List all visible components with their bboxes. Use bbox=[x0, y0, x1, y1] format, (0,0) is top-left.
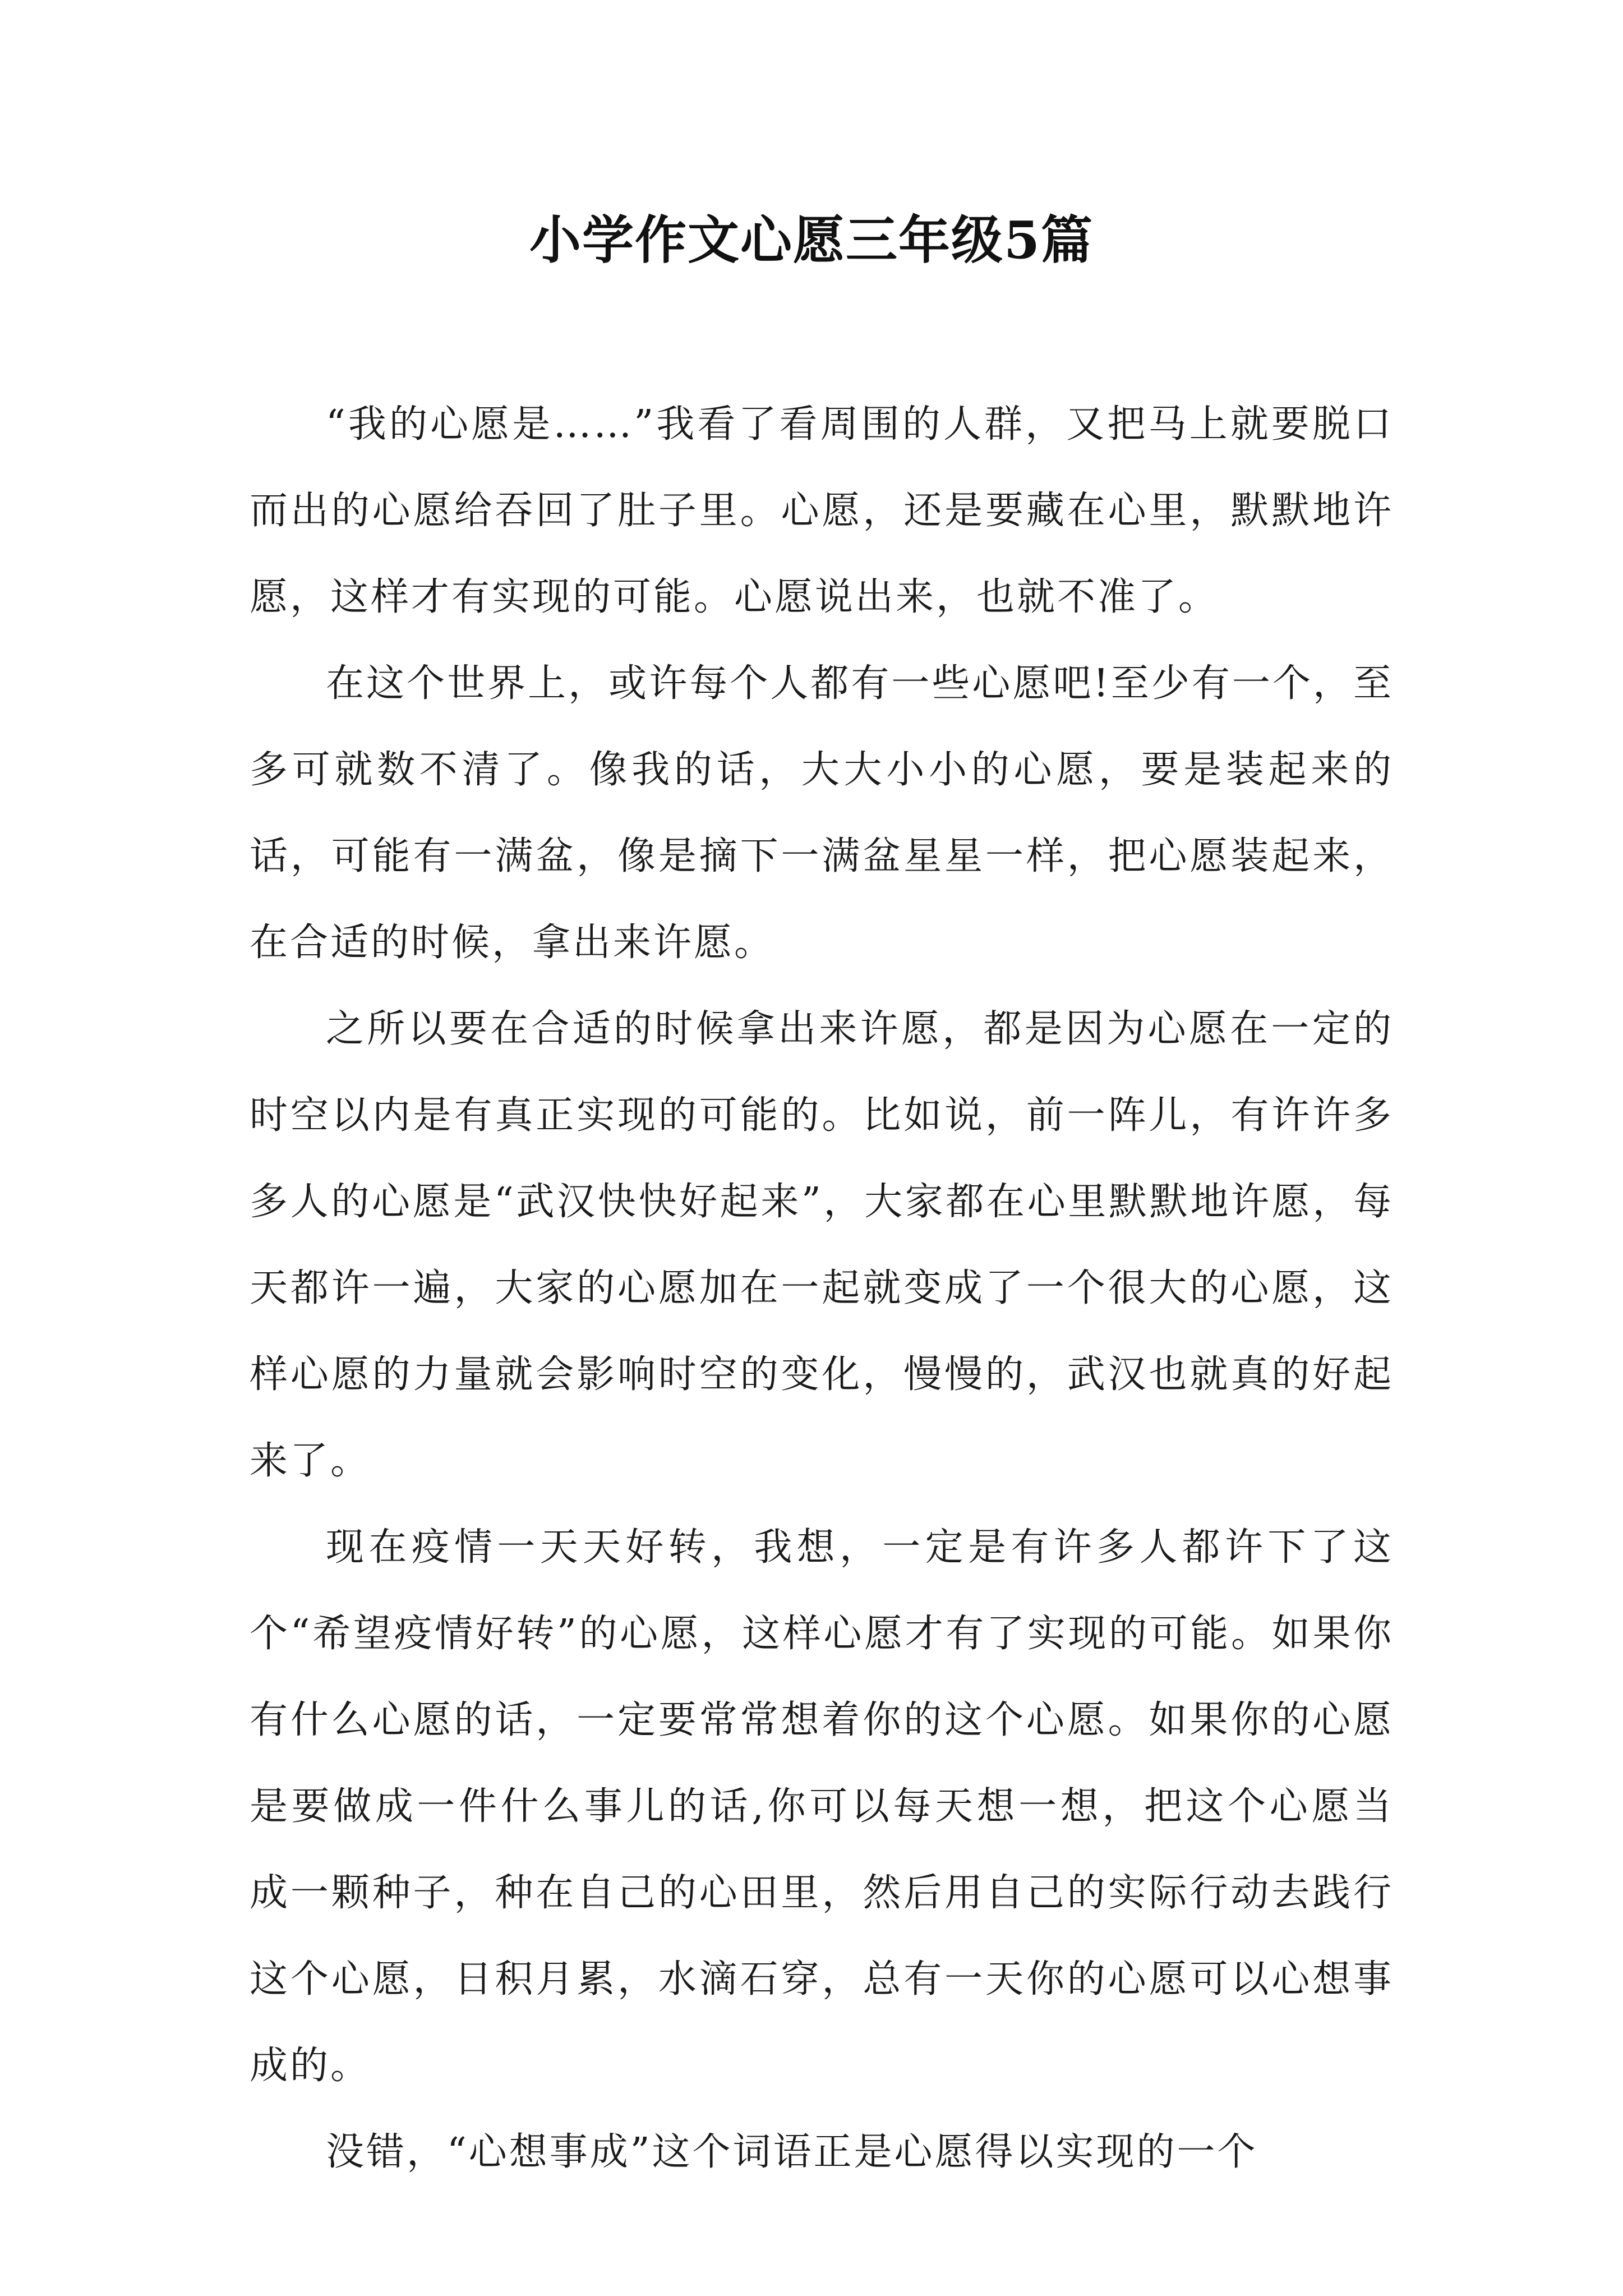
paragraph: 现在疫情一天天好转，我想，一定是有许多人都许下了这个“希望疫情好转”的心愿，这样心愿才有了实现的可能。如果你有什么心愿的话，一定要常常想着你的这个心愿。如果你的心愿是要做成一件什么事儿的话,你可以每天想一想，把这个心愿当成一颗种子，种在自己的心田里，然后用自己的实际行动去践行这个心愿，日积月累，水滴石穿，总有一天你的心愿可以心想事成的。 bbox=[250, 1525, 1394, 2088]
paragraph: 没错，“心想事成”这个词语正是心愿得以实现的一个 bbox=[326, 2130, 1258, 2174]
paragraph: “我的心愿是……”我看了看周围的人群，又把马上就要脱口而出的心愿给吞回了肚子里。心愿，还是要藏在心里，默默地许愿，这样才有实现的可能。心愿说出来，也就不准了。 bbox=[250, 402, 1394, 619]
paragraph: 之所以要在合适的时候拿出来许愿，都是因为心愿在一定的时空以内是有真正实现的可能的。比如说，前一阵儿，有许许多多人的心愿是“武汉快快好起来”，大家都在心里默默地许愿，每天都许一遍，大家的心愿加在一起就变成了一个很大的心愿，这样心愿的力量就会影响时空的变化，慢慢的，武汉也就真的好起来了。 bbox=[250, 1007, 1394, 1483]
document-title: 小学作文心愿三年级5篇 bbox=[529, 210, 1094, 270]
document-body bbox=[250, 381, 1394, 2196]
paragraph: 在这个世界上，或许每个人都有一些心愿吧!至少有一个，至多可就数不清了。像我的话，大大小小的心愿，要是装起来的话，可能有一满盆，像是摘下一满盆星星一样，把心愿装起来，在合适的时候，拿出来许愿。 bbox=[250, 661, 1394, 965]
